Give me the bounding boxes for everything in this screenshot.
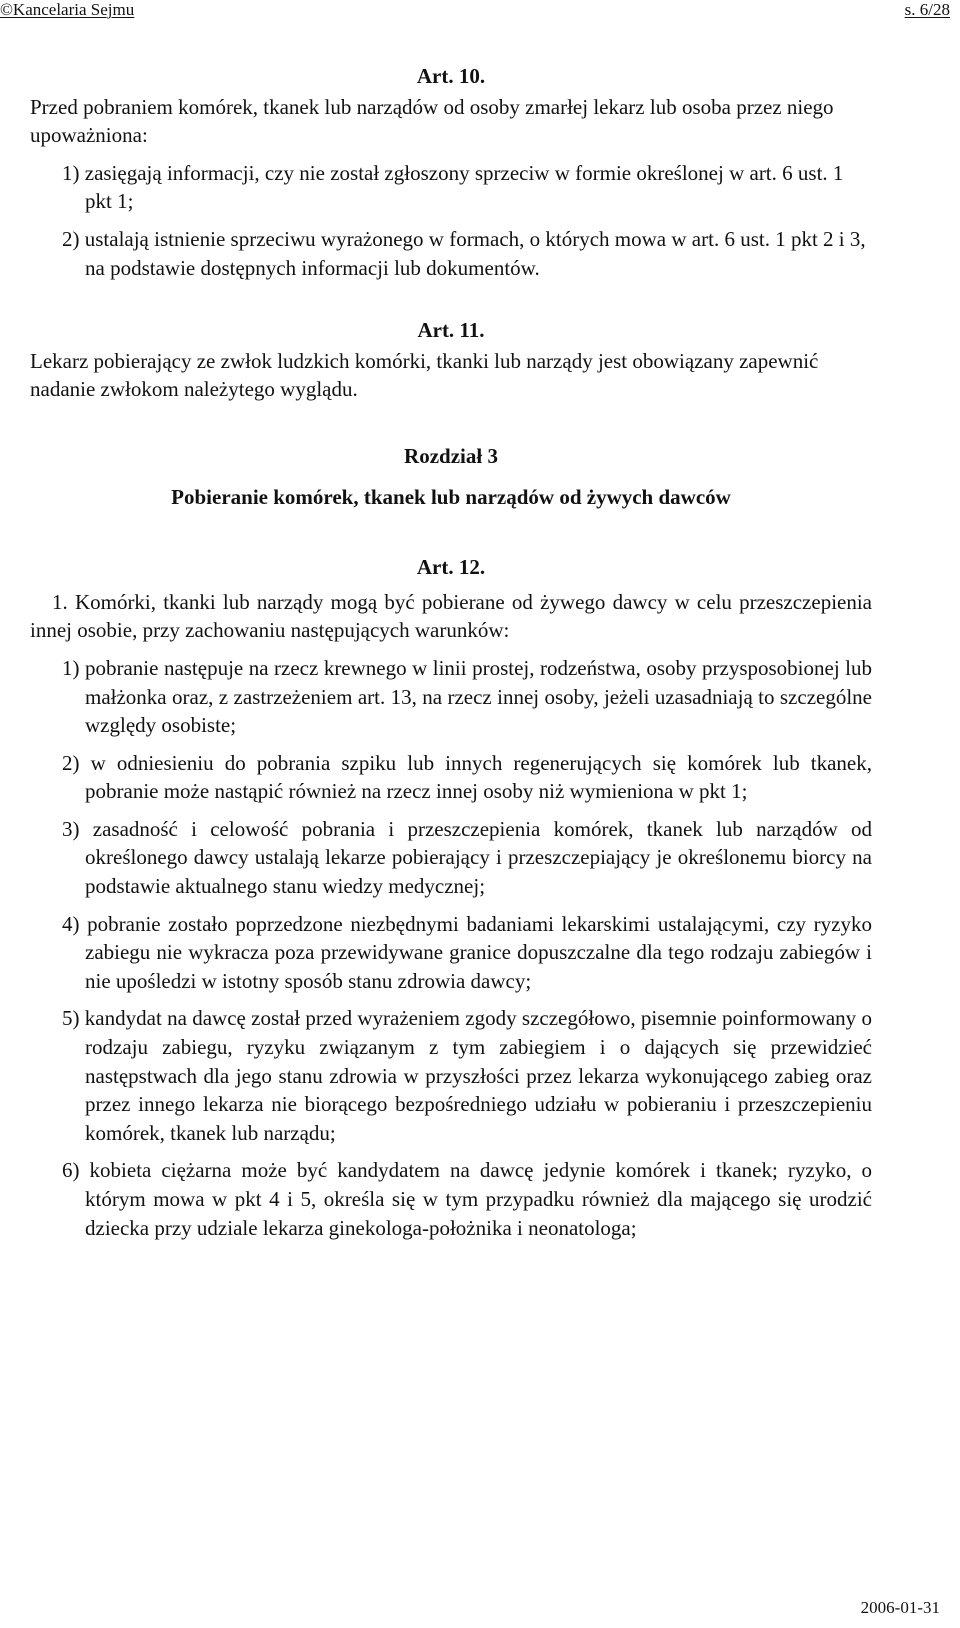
chapter-number: Rozdział 3 — [404, 443, 498, 468]
article-12-item-2: 2) w odniesieniu do pobrania szpiku lub innych regenerujących się komórek lub tkanek, pobranie może nastąpić również na rzecz innej osoby niż wymieniona w pkt 1; — [62, 750, 872, 804]
article-10-item-2: 2) ustalają istnienie sprzeciwu wyrażonego w formach, o których mowa w art. 6 ust. 1 pkt 2 i 3, na podstawie dostępnych informacji lub dokumentów. — [62, 226, 866, 280]
article-12-item-6: 6) kobieta ciężarna może być kandydatem na dawcę jedynie komórek i tkanek; ryzyko, o którym mowa w pkt 4 i 5, określa się w tym przypadku również dla mającego się urodzić dziecka przy udziale lekarza ginekologa-położnika i neonatologa; — [62, 1158, 872, 1240]
article-12-item-3: 3) zasadność i celowość pobrania i przeszczepienia komórek, tkanek lub narządów od określonego dawcy ustalają lekarze pobierający i przeszczepiający je określonemu biorcy na podstawie aktualnego stanu wiedzy medycznej; — [62, 816, 872, 899]
article-12-item-1: 1) pobranie następuje na rzecz krewnego w linii prostej, rodzeństwa, osoby przysposobionej lub małżonka oraz, z zastrzeżeniem art. 13, na rzecz innej osoby, jeżeli uzasadniają to szczególne względy osobiste; — [62, 655, 872, 738]
page-header — [0, 0, 960, 24]
article-12-item-5: 5) kandydat na dawcę został przed wyrażeniem zgody szczegółowo, pisemnie poinformowany o rodzaju zabiegu, ryzyku związanym z tym zabiegiem i o dających się przewidzieć następstwach dla jego stanu zdrowia w przyszłości przez lekarza wykonującego zabieg oraz przez innego lekarza nie biorącego bezpośredniego udziału w pobieraniu i przeszczepieniu komórek, tkanek lub narządu; — [62, 1006, 872, 1145]
article-12-title: Art. 12. — [416, 555, 486, 580]
article-12-item-4: 4) pobranie zostało poprzedzone niezbędnymi badaniami lekarskimi ustalającymi, czy ryzyko zabiegu nie wykracza poza przewidywane granice dopuszczalne dla tego rodzaju zabiegów i nie upośledzi w istotny sposób stanu zdrowia dawcy; — [62, 911, 872, 993]
article-11-text: Lekarz pobierający ze zwłok ludzkich komórki, tkanki lub narządy jest obowiązany zapewnić nadanie zwłokom należytego wyglądu. — [30, 348, 819, 402]
article-10-item-1: 1) zasięgają informacji, czy nie został zgłoszony sprzeciw w formie określonej w art. 6 ust. 1 pkt 1; — [62, 160, 844, 214]
page-footer-date: 2006-01-31 — [860, 1598, 940, 1617]
chapter-title: Pobieranie komórek, tkanek lub narządów od żywych dawców — [171, 484, 731, 509]
article-11-title: Art. 11. — [417, 318, 485, 343]
article-12-ust-1: 1. Komórki, tkanki lub narządy mogą być pobierane od żywego dawcy w celu przeszczepienia innej osobie, przy zachowaniu następujących warunków: — [30, 589, 872, 643]
document-body — [30, 62, 872, 1242]
article-10-intro: Przed pobraniem komórek, tkanek lub narządów od osoby zmarłej lekarz lub osoba przez niego upoważniona: — [30, 94, 834, 148]
publisher-label: ©Kancelaria Sejmu — [0, 0, 135, 19]
page-number: s. 6/28 — [904, 0, 950, 19]
article-10-title: Art. 10. — [416, 64, 486, 88]
